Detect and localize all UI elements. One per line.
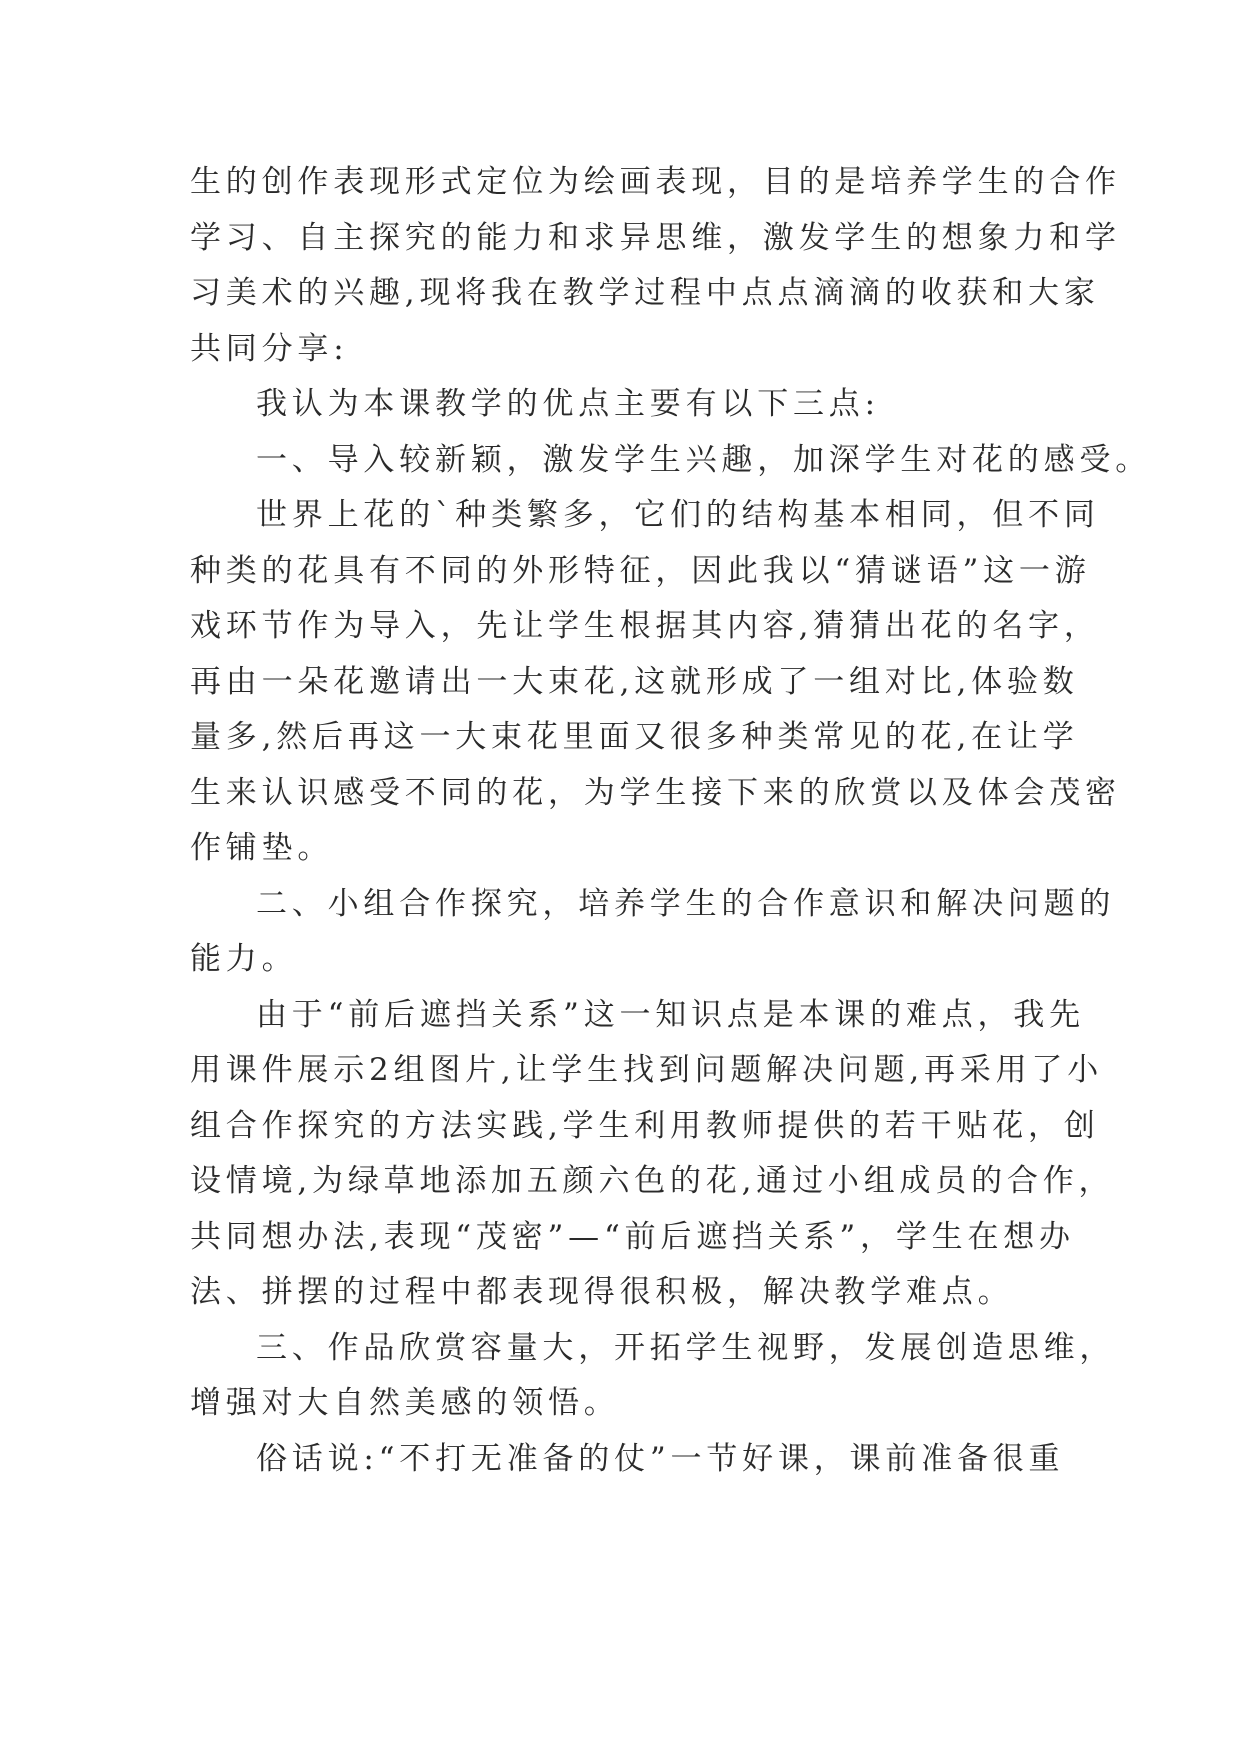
paragraph-line: 作铺垫。 bbox=[190, 830, 334, 866]
paragraph-first-line: 一、导入较新颖，激发学生兴趣，加深学生对花的感受。 bbox=[256, 441, 1151, 478]
document-body bbox=[190, 155, 1151, 1487]
paragraph-line: 设情境,为绿草地添加五颜六色的花,通过小组成员的合作， bbox=[190, 1163, 1115, 1199]
paragraph-first-line: 二、小组合作探究，培养学生的合作意识和解决问题的 bbox=[256, 885, 1116, 922]
paragraph-line: 法、拼摆的过程中都表现得很积极，解决教学难点。 bbox=[190, 1274, 1014, 1310]
paragraph-line: 共同想办法,表现“茂密”—“前后遮挡关系”，学生在想办 bbox=[190, 1218, 1075, 1255]
paragraph-line: 量多,然后再这一大束花里面又很多种类常见的花,在让学 bbox=[190, 719, 1079, 755]
paragraph-line: 戏环节作为导入，先让学生根据其内容,猜猜出花的名字， bbox=[190, 608, 1100, 644]
paragraph-line: 生的创作表现形式定位为绘画表现，目的是培养学生的合作 bbox=[190, 164, 1121, 200]
paragraph-line: 生来认识感受不同的花，为学生接下来的欣赏以及体会茂密 bbox=[190, 774, 1121, 811]
paragraph-line: 种类的花具有不同的外形特征，因此我以“猜谜语”这一游 bbox=[190, 552, 1091, 589]
paragraph-first-line: 我认为本课教学的优点主要有以下三点: bbox=[256, 386, 880, 422]
paragraph-line: 习美术的兴趣,现将我在教学过程中点点滴滴的收获和大家 bbox=[190, 275, 1100, 311]
paragraph-first-line: 世界上花的`种类繁多，它们的结构基本相同，但不同 bbox=[256, 497, 1100, 533]
paragraph-line: 增强对大自然美感的领悟。 bbox=[190, 1385, 620, 1421]
paragraph-first-line: 由于“前后遮挡关系”这一知识点是本课的难点，我先 bbox=[256, 996, 1085, 1033]
paragraph-line: 用课件展示2组图片,让学生找到问题解决问题,再采用了小 bbox=[190, 1052, 1104, 1088]
paragraph-line: 学习、自主探究的能力和求异思维，激发学生的想象力和学 bbox=[190, 219, 1121, 256]
paragraph-line: 再由一朵花邀请出一大束花,这就形成了一组对比,体验数 bbox=[190, 663, 1079, 700]
paragraph-line: 组合作探究的方法实践,学生利用教师提供的若干贴花，创 bbox=[190, 1107, 1100, 1144]
paragraph-line: 共同分享: bbox=[190, 330, 349, 367]
paragraph-first-line: 三、作品欣赏容量大，开拓学生视野，发展创造思维， bbox=[256, 1329, 1116, 1366]
paragraph-line: 能力。 bbox=[190, 941, 298, 977]
paragraph-first-line: 俗话说:“不打无准备的仗”一节好课，课前准备很重 bbox=[256, 1440, 1065, 1477]
